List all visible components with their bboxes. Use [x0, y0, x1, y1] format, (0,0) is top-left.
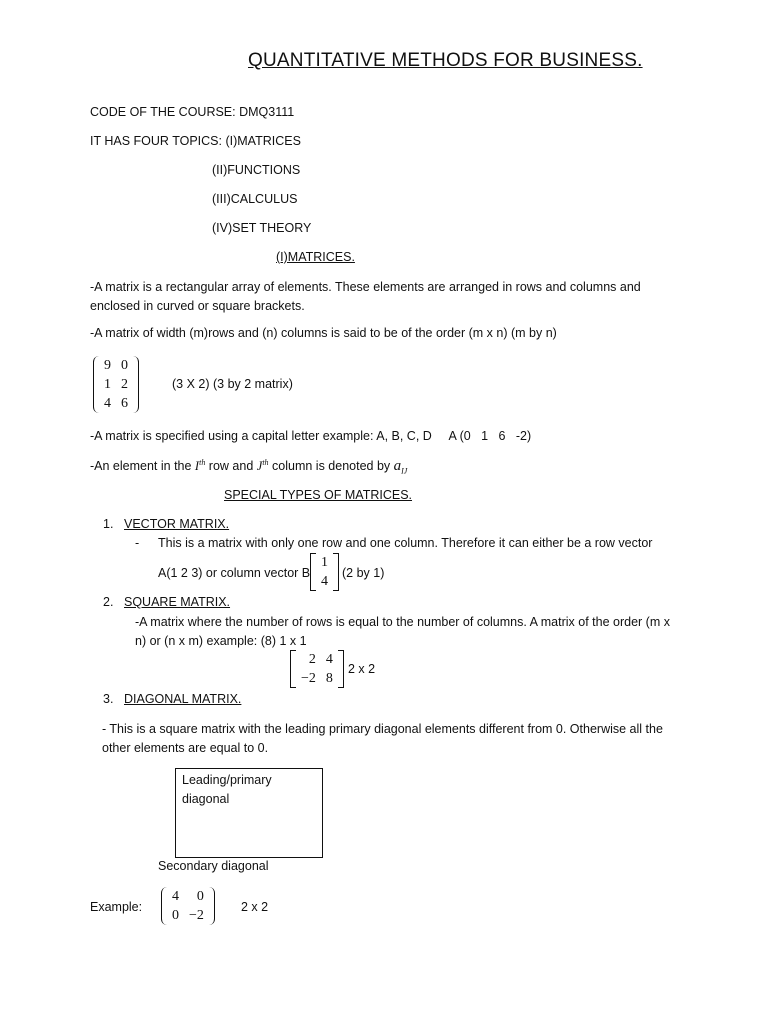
leading-diagonal-box	[175, 768, 323, 858]
element-text-1: -An element in the	[90, 459, 195, 474]
square-heading: SQUARE MATRIX.	[124, 595, 231, 609]
ij-subscript: IJ	[401, 466, 408, 476]
diagonal-example-matrix	[161, 887, 215, 925]
matrix-cell: 4	[325, 652, 333, 667]
vector-description: This is a matrix with only one row and one column. Therefore it can either be a row vector	[158, 536, 653, 550]
right-parenthesis	[133, 356, 139, 413]
vector-number: 1.	[103, 517, 114, 531]
matrix-cell: −2	[189, 908, 204, 923]
matrix-cell: −2	[301, 671, 316, 686]
column-vector-matrix	[310, 553, 339, 591]
matrix-cell: 0	[196, 889, 204, 904]
course-code: CODE OF THE COURSE: DMQ3111	[90, 105, 295, 119]
topics-intro: IT HAS FOUR TOPICS: (I)MATRICES	[90, 134, 301, 148]
diagonal-caption: 2 x 2	[241, 900, 269, 914]
example-matrix-3x2	[93, 356, 139, 413]
topic-item-functions: (II)FUNCTIONS	[212, 163, 301, 177]
matrix-cell: 8	[325, 671, 333, 686]
matrix-cell: 2	[308, 652, 316, 667]
vector-caption: (2 by 1)	[342, 566, 385, 580]
vector-heading: VECTOR MATRIX.	[124, 517, 230, 531]
topic-item-set-theory: (IV)SET THEORY	[212, 221, 312, 235]
square-description: -A matrix where the number of rows is equal to the number of columns. A matrix of the order (m x n) or (n x m) example: (8) 1 x 1	[135, 615, 670, 648]
right-bracket	[338, 650, 344, 688]
matrix-cell: 4	[104, 396, 111, 411]
paragraph-definition: -A matrix is a rectangular array of elements. These elements are arranged in rows and columns and enclosed in curved or square brackets.	[90, 280, 641, 313]
vector-row-text: A(1 2 3) or column vector B	[158, 566, 311, 580]
diagonal-description: - This is a square matrix with the leading primary diagonal elements different from 0. Otherwise all the other elements are equal to 0.	[102, 722, 663, 755]
matrix-body	[99, 356, 133, 413]
diagonal-heading: DIAGONAL MATRIX.	[124, 692, 242, 706]
matrix-cell: 2	[121, 377, 128, 392]
secondary-diagonal-label: Secondary diagonal	[158, 859, 269, 873]
matrix-cell: 1	[104, 377, 111, 392]
matrix-body	[316, 553, 333, 591]
element-notation-line	[90, 458, 407, 476]
element-text-3: column is denoted by	[268, 459, 394, 474]
square-example-matrix	[290, 650, 344, 688]
diagonal-number: 3.	[103, 692, 114, 706]
matrix-cell: 4	[172, 889, 179, 904]
leading-diagonal-label: Leading/primary diagonal	[182, 773, 272, 806]
matrix-cell: 9	[104, 358, 111, 373]
paragraph-order: -A matrix of width (m)rows and (n) columns is said to be of the order (m x n) (m by n)	[90, 326, 557, 340]
element-text-2: row and	[205, 459, 257, 474]
a-symbol: a	[393, 458, 402, 475]
vector-dash: -	[135, 536, 140, 550]
j-symbol: J	[256, 459, 263, 474]
i-symbol: I	[194, 459, 200, 474]
right-bracket	[333, 553, 339, 591]
matrix-body	[296, 650, 338, 688]
th-superscript: th	[199, 458, 206, 467]
right-parenthesis	[209, 887, 215, 925]
section-heading-matrices: (I)MATRICES.	[276, 250, 355, 264]
special-types-heading: SPECIAL TYPES OF MATRICES.	[224, 488, 413, 502]
matrix-cell: 4	[321, 574, 328, 589]
matrix-cell: 0	[121, 358, 128, 373]
example-label: Example:	[90, 900, 143, 914]
th-superscript: th	[262, 458, 269, 467]
square-caption: 2 x 2	[348, 662, 376, 676]
example-matrix-caption: (3 X 2) (3 by 2 matrix)	[172, 377, 293, 391]
matrix-cell: 6	[121, 396, 128, 411]
matrix-cell: 1	[321, 555, 328, 570]
paragraph-specified: -A matrix is specified using a capital letter example: A, B, C, D A (0 1 6 -2)	[90, 429, 532, 443]
square-number: 2.	[103, 595, 114, 609]
page-title: QUANTITATIVE METHODS FOR BUSINESS.	[248, 50, 643, 71]
matrix-body	[167, 887, 209, 925]
topic-item-calculus: (III)CALCULUS	[212, 192, 298, 206]
matrix-cell: 0	[172, 908, 179, 923]
